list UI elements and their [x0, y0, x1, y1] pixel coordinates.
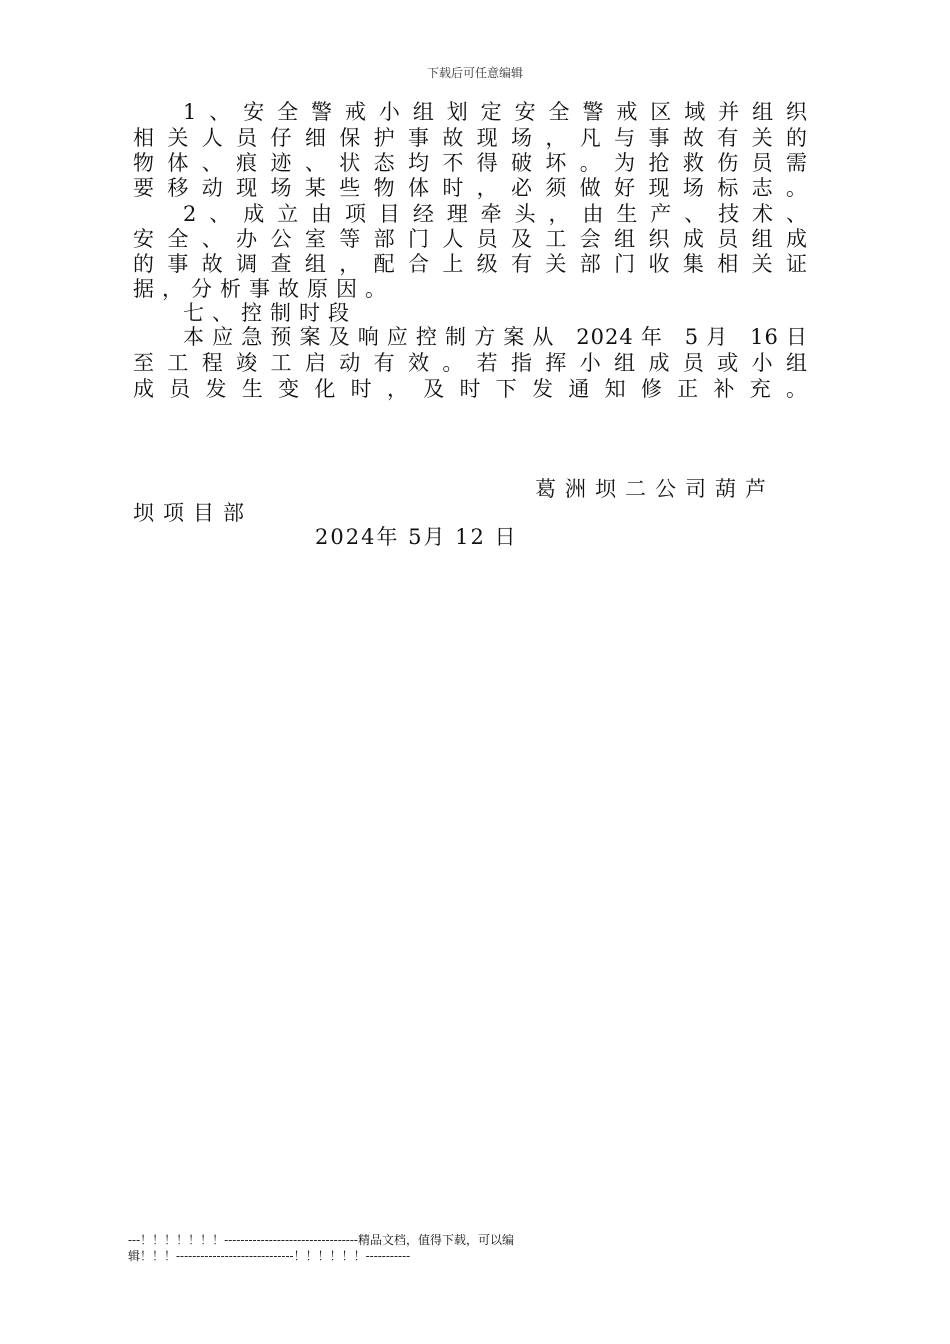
body-line: 据，分析事故原因。: [133, 277, 394, 301]
page-header-caption: 下载后可任意编辑: [426, 66, 523, 80]
body-line: 要移动现场某些物体时，必须做好现场标志。: [133, 176, 808, 200]
body-line: 物体、痕迹、状态均不得破坏。为抢救伤员需: [133, 151, 808, 175]
body-line: 1、安全警戒小组划定安全警戒区域并组织: [183, 100, 808, 124]
body-line: 2、成立由项目经理牵头，由生产、技术、: [183, 202, 808, 226]
footer-line: 辑！！！-----------------------------！！！！！！-----------: [128, 1249, 411, 1263]
body-line: 相关人员仔细保护事故现场，凡与事故有关的: [133, 126, 808, 150]
signature-org-line1: 葛洲坝二公司葫芦: [535, 477, 775, 501]
footer-line: ---！！！！！！！---------------------------------精品文档，值得下载，可以编: [128, 1233, 514, 1247]
section-heading: 七、控制时段: [183, 301, 357, 325]
signature-date: 2024年 5月 12 日: [315, 525, 518, 549]
body-line: 成员发生变化时，及时下发通知修正补充。: [133, 377, 808, 401]
body-line: 安全、办公室等部门人员及工会组织成员组成: [133, 227, 808, 251]
body-line: 本应急预案及响应控制方案从 2024年 5月 16日: [183, 325, 808, 349]
body-line: 至工程竣工启动有效。若指挥小组成员或小组: [133, 351, 808, 375]
body-line: 的事故调查组，配合上级有关部门收集相关证: [133, 252, 808, 276]
signature-org-line2: 坝项目部: [133, 501, 253, 525]
